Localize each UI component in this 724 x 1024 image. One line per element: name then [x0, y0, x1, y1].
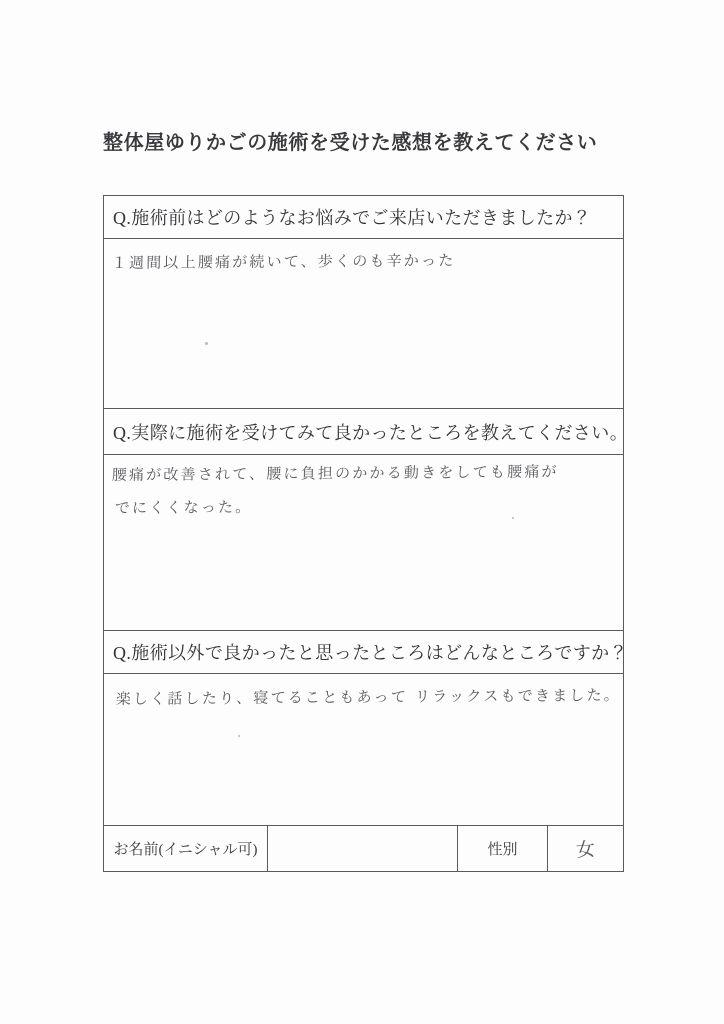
question-2-header: [104, 409, 629, 455]
form-title: 整体屋ゆりかごの施術を受けた感想を教えてください: [103, 132, 598, 154]
question-1-header: [104, 196, 623, 239]
name-label: お名前(イニシャル可): [113, 842, 258, 858]
handwritten-answer-q2-line1: 腰痛が改善されて、腰に負担のかかる動きをしても腰痛が: [111, 462, 559, 485]
footer-row: [104, 826, 623, 871]
scan-speck: [512, 517, 514, 519]
handwritten-answer-q3-line1: 楽しく話したり、寝てることもあって リラックスもできました。: [115, 686, 622, 709]
question-2-answer-area: [104, 455, 623, 631]
question-2-label: Q.実際に施術を受けてみて良かったところを教えてください。: [113, 422, 629, 443]
handwritten-gender-value: 女: [575, 838, 596, 862]
handwritten-answer-q2-line2: でにくくなった。: [114, 497, 253, 518]
gender-label: 性別: [487, 842, 518, 858]
gender-label-cell: [458, 826, 548, 871]
scan-speck: [205, 342, 208, 345]
feedback-form-table: [103, 195, 629, 872]
question-3-label: Q.施術以外で良かったと思ったところはどんなところですか？: [113, 643, 628, 663]
question-1-answer-area: [104, 239, 623, 409]
question-3-header: [104, 631, 628, 674]
handwritten-answer-q1-line1: １週間以上腰痛が続いて、歩くのも辛かった: [111, 251, 456, 273]
name-value-cell: [268, 826, 458, 871]
question-1-label: Q.施術前はどのようなお悩みでご来店いただきましたか？: [113, 208, 592, 228]
gender-value-cell: [548, 826, 623, 871]
scan-speck: [238, 735, 240, 737]
question-3-answer-area: [104, 674, 623, 826]
name-label-cell: [104, 826, 268, 871]
